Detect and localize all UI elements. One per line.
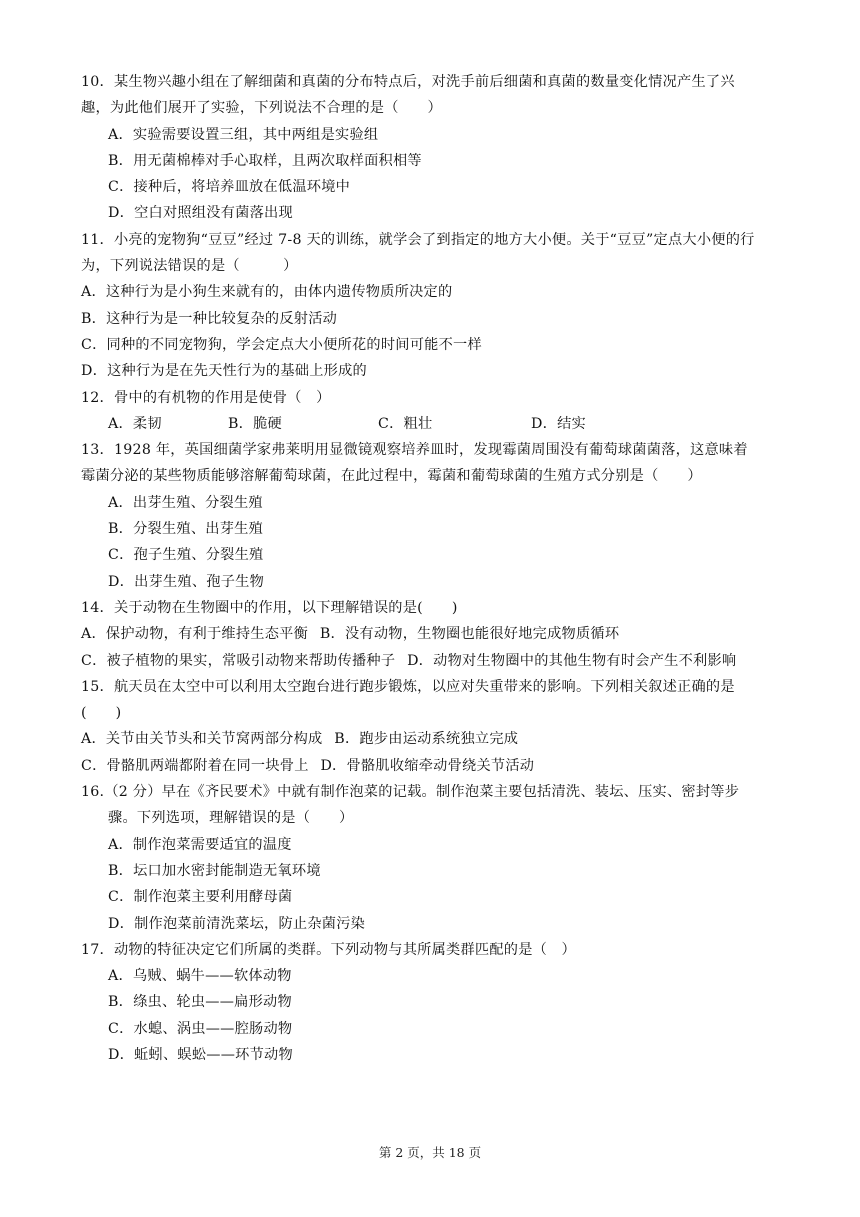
question-stem: 12．骨中的有机物的作用是使骨（ ） bbox=[81, 389, 331, 406]
option-b: B．脆硬 bbox=[228, 415, 282, 432]
question-10 bbox=[81, 69, 781, 227]
option-a: A．这种行为是小狗生来就有的，由体内遗传物质所决定的 bbox=[81, 284, 453, 301]
option-d: D．骨骼肌收缩牵动骨绕关节活动 bbox=[320, 757, 535, 774]
question-list bbox=[81, 69, 781, 1068]
option-c: C．骨骼肌两端都附着在同一块骨上 bbox=[81, 757, 309, 774]
option-b: B．没有动物，生物圈也能很好地完成物质循环 bbox=[319, 626, 620, 643]
option-b: B．这种行为是一种比较复杂的反射活动 bbox=[81, 310, 338, 327]
option-c: C．粗壮 bbox=[378, 415, 433, 432]
question-stem-cont: 骤。下列选项，理解错误的是（ ） bbox=[108, 810, 354, 827]
option-b: B．绦虫、轮虫——扁形动物 bbox=[108, 994, 292, 1011]
options-row-cd bbox=[81, 648, 781, 674]
question-15 bbox=[81, 674, 781, 779]
options-row bbox=[81, 411, 781, 437]
question-11 bbox=[81, 227, 781, 385]
option-c: C．被子植物的果实，常吸引动物来帮助传播种子 bbox=[81, 652, 396, 669]
option-d: D．结实 bbox=[531, 415, 586, 432]
question-stem: 11．小亮的宠物狗“豆豆”经过 7-8 天的训练，就学会了到指定的地方大小便。关于“豆豆”定点大小便的行 bbox=[81, 231, 755, 248]
option-b: B．坛口加水密封能制造无氧环境 bbox=[108, 862, 321, 879]
question-17 bbox=[81, 937, 781, 1068]
question-14 bbox=[81, 595, 781, 674]
option-a: A．保护动物，有利于维持生态平衡 bbox=[81, 626, 309, 643]
option-b: B．跑步由运动系统独立完成 bbox=[334, 731, 519, 748]
option-a: A．制作泡菜需要适宜的温度 bbox=[108, 836, 292, 853]
option-d: D．这种行为是在先天性行为的基础上形成的 bbox=[81, 363, 367, 380]
page-number: 第 2 页，共 18 页 bbox=[378, 1145, 482, 1160]
question-stem: 13．1928 年，英国细菌学家弗莱明用显微镜观察培养皿时，发现霉菌周围没有葡萄球菌菌落，这意味着 bbox=[81, 442, 748, 459]
option-a: A．实验需要设置三组，其中两组是实验组 bbox=[108, 126, 379, 143]
option-c: C．水螅、涡虫——腔肠动物 bbox=[108, 1020, 293, 1037]
question-13 bbox=[81, 437, 781, 595]
question-stem: 15．航天员在太空中可以利用太空跑台进行跑步锻炼，以应对失重带来的影响。下列相关叙述正确的是 bbox=[81, 678, 735, 695]
question-stem: 10．某生物兴趣小组在了解细菌和真菌的分布特点后，对洗手前后细菌和真菌的数量变化情况产生了兴 bbox=[81, 74, 735, 90]
option-c: C．孢子生殖、分裂生殖 bbox=[108, 547, 264, 564]
question-stem-cont: ( ) bbox=[81, 705, 122, 722]
option-d: D．蚯蚓、蜈蚣——环节动物 bbox=[108, 1046, 293, 1063]
question-stem: 14．关于动物在生物圈中的作用，以下理解错误的是( ) bbox=[81, 599, 458, 616]
options-row-cd bbox=[81, 753, 781, 779]
option-a: A．柔韧 bbox=[108, 415, 162, 432]
option-a: A．出芽生殖、分裂生殖 bbox=[108, 494, 263, 511]
option-d: D．出芽生殖、孢子生物 bbox=[108, 573, 265, 590]
option-c: C．制作泡菜主要利用酵母菌 bbox=[108, 889, 293, 906]
options-row-ab bbox=[81, 726, 781, 752]
question-stem-cont: 霉菌分泌的某些物质能够溶解葡萄球菌，在此过程中，霉菌和葡萄球菌的生殖方式分别是（ ） bbox=[81, 468, 702, 485]
option-c: C．同种的不同宠物狗，学会定点大小便所花的时间可能不一样 bbox=[81, 336, 482, 353]
question-stem-cont: 趣，为此他们展开了实验，下列说法不合理的是（ ） bbox=[81, 100, 442, 117]
option-a: A．乌贼、蜗牛——软体动物 bbox=[108, 968, 292, 985]
question-stem: 16.（2 分）早在《齐民要术》中就有制作泡菜的记载。制作泡菜主要包括清洗、装坛、压实、密封等步 bbox=[81, 784, 740, 801]
option-d: D．制作泡菜前清洗菜坛，防止杂菌污染 bbox=[108, 915, 366, 932]
option-a: A．关节由关节头和关节窝两部分构成 bbox=[81, 731, 323, 748]
option-b: B．用无菌棉棒对手心取样，且两次取样面积相等 bbox=[108, 152, 422, 169]
option-d: D．空白对照组没有菌落出现 bbox=[108, 205, 293, 222]
option-d: D．动物对生物圈中的其他生物有时会产生不利影响 bbox=[407, 652, 737, 669]
question-stem: 17．动物的特征决定它们所属的类群。下列动物与其所属类群匹配的是（ ） bbox=[81, 941, 576, 958]
question-16 bbox=[81, 779, 781, 937]
option-b: B．分裂生殖、出芽生殖 bbox=[108, 521, 264, 538]
option-c: C．接种后，将培养皿放在低温环境中 bbox=[108, 179, 351, 196]
options-row-ab bbox=[81, 621, 781, 647]
question-stem-cont: 为，下列说法错误的是（ ） bbox=[81, 258, 298, 275]
question-12 bbox=[81, 385, 781, 438]
